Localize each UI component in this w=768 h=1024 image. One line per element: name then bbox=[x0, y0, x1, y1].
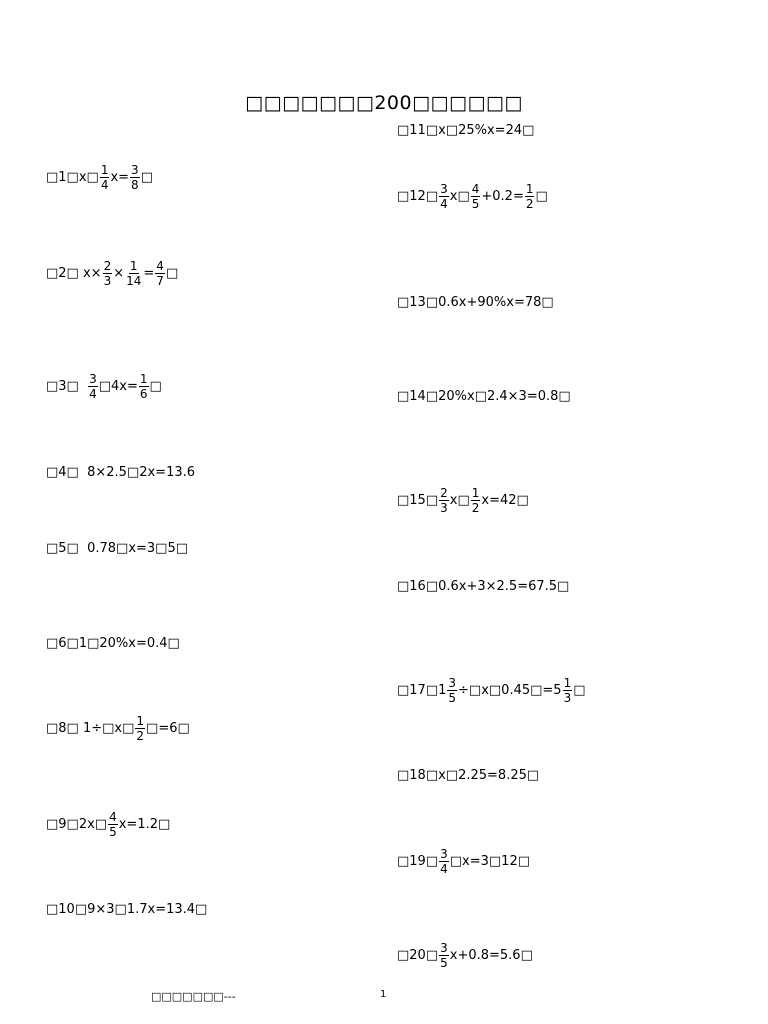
equation-15: □15□ $\frac{2}{3}$ x□ $\frac{1}{2}$ x=42□ bbox=[397, 486, 529, 515]
fraction: $\frac{1}{3}$ bbox=[563, 676, 572, 705]
fraction: $\frac{3}{8}$ bbox=[131, 163, 139, 192]
equation-11: □11□x□25%x=24□ bbox=[397, 123, 535, 138]
page-number: 1 bbox=[380, 989, 387, 1000]
fraction: $\frac{4}{7}$ bbox=[156, 259, 164, 288]
fraction: $\frac{3}{5}$ bbox=[448, 676, 457, 705]
fraction: $\frac{1}{6}$ bbox=[139, 372, 148, 401]
equation-6: □6□1□20%x=0.4□ bbox=[46, 636, 180, 651]
equation-14: □14□20%x□2.4×3=0.8□ bbox=[397, 389, 571, 404]
equation-19: □19□ $\frac{3}{4}$ □x=3□12□ bbox=[397, 847, 530, 876]
page-title: □□□□□□□200□□□□□□ bbox=[245, 92, 523, 114]
fraction: $\frac{1}{2}$ bbox=[525, 182, 534, 211]
equation-2: □2□ x× $\frac{2}{3}$ × $\frac{1}{14}$ = $\frac{4}{7}$ □ bbox=[46, 259, 179, 288]
equation-3: □3□ $\frac{3}{4}$ □4x= $\frac{1}{6}$ □ bbox=[46, 372, 162, 401]
fraction: $\frac{1}{2}$ bbox=[136, 714, 145, 743]
fraction: $\frac{1}{4}$ bbox=[100, 163, 109, 192]
fraction: $\frac{3}{4}$ bbox=[440, 182, 448, 211]
fraction: $\frac{1}{2}$ bbox=[471, 486, 480, 515]
equation-4: □4□ 8×2.5□2x=13.6 bbox=[46, 465, 196, 480]
equation-16: □16□0.6x+3×2.5=67.5□ bbox=[397, 579, 570, 594]
equation-9: □9□2x□ $\frac{4}{5}$ x=1.2□ bbox=[46, 810, 171, 839]
footer-text: □□□□□□□--- bbox=[151, 990, 236, 1003]
fraction: $\frac{4}{5}$ bbox=[471, 182, 480, 211]
fraction: $\frac{3}{4}$ bbox=[440, 847, 448, 876]
equation-8: □8□ 1÷□x□ $\frac{1}{2}$ □=6□ bbox=[46, 714, 190, 743]
equation-18: □18□x□2.25=8.25□ bbox=[397, 768, 540, 783]
equation-17: □17□1 $\frac{3}{5}$ ÷□x□0.45□=5 $\frac{1}{3}$ □ bbox=[397, 676, 586, 705]
fraction: $\frac{4}{5}$ bbox=[109, 810, 117, 839]
fraction: $\frac{1}{14}$ bbox=[126, 259, 142, 288]
equation-13: □13□0.6x+90%x=78□ bbox=[397, 295, 554, 310]
fraction: $\frac{2}{3}$ bbox=[103, 259, 112, 288]
fraction: $\frac{3}{5}$ bbox=[440, 941, 448, 970]
fraction: $\frac{2}{3}$ bbox=[440, 486, 448, 515]
equation-1: □1□x□ $\frac{1}{4}$ x= $\frac{3}{8}$ □ bbox=[46, 163, 153, 192]
equation-10: □10□9×3□1.7x=13.4□ bbox=[46, 902, 208, 917]
equation-20: □20□ $\frac{3}{5}$ x+0.8=5.6□ bbox=[397, 941, 533, 970]
equation-5: □5□ 0.78□x=3□5□ bbox=[46, 541, 189, 556]
fraction: $\frac{3}{4}$ bbox=[89, 372, 97, 401]
equation-12: □12□ $\frac{3}{4}$ x□ $\frac{4}{5}$ +0.2= $\frac{1}{2}$ □ bbox=[397, 182, 548, 211]
